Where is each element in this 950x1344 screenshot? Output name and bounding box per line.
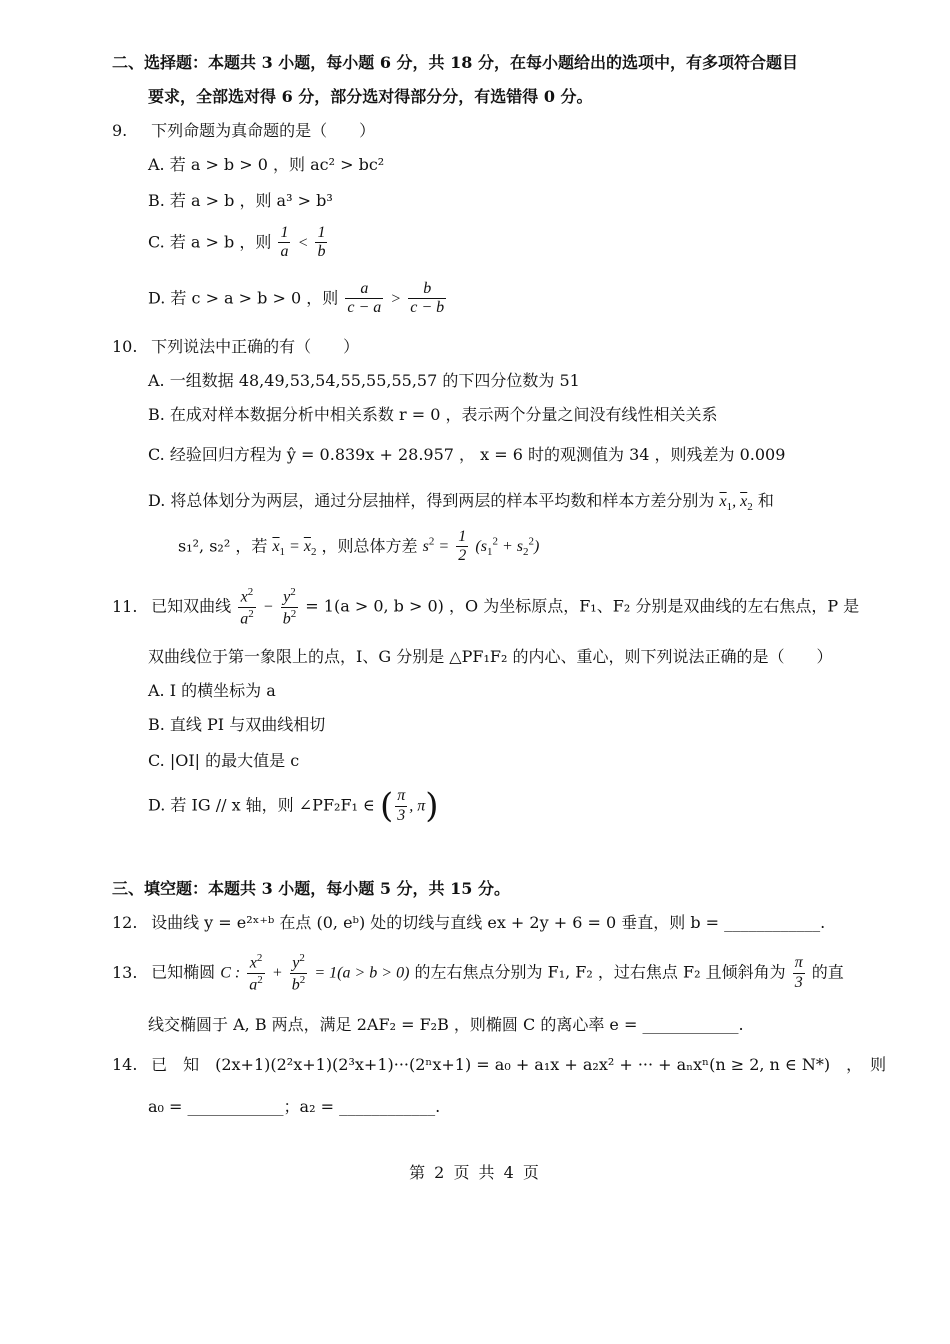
fraction-pi-over-3-angle: $\frac{\pi}{3}$ bbox=[794, 954, 803, 991]
q10-option-d-text2a: s₁², s₂² ，若 bbox=[178, 536, 268, 556]
q9-stem: 下列命题为真命题的是（ ） bbox=[151, 121, 376, 140]
fraction-b-over-c-minus-b: $\frac{b}{c - b}$ bbox=[410, 280, 445, 317]
q9-option-c-text: C. 若 a > b ，则 bbox=[148, 232, 272, 252]
q10-stem-row bbox=[112, 334, 359, 357]
section2-heading-line1: 二、选择题：本题共 3 小题，每小题 6 分，共 18 分，在每小题给出的选项中，有多项符合题目 bbox=[112, 53, 798, 72]
q14-number: 14. bbox=[112, 1055, 138, 1074]
q11-stem-line2: 双曲线位于第一象限上的点，I、G 分别是 △PF₁F₂ 的内心、重心，则下列说法正确的是（ ） bbox=[148, 647, 833, 666]
fraction-y2-over-b2: $\frac{y^2}{b^2}$ bbox=[282, 586, 297, 628]
fraction-one-half: $\frac{1}{2}$ bbox=[458, 528, 467, 565]
q10-stem: 下列说法中正确的有（ ） bbox=[151, 337, 360, 356]
fraction-y2-over-b2-ellipse: $\frac{y^2}{b^2}$ bbox=[291, 952, 306, 994]
q10-option-d-line1: D. 将总体划分为两层，通过分层抽样，得到两层的样本平均数和样本方差分别为 $\overline{x}_1$, $\overline{x}_2$ 和 bbox=[148, 491, 774, 514]
q13-text-c: 的直 bbox=[811, 962, 844, 982]
q10-number: 10. bbox=[112, 337, 138, 356]
q11-option-a: A. I 的横坐标为 a bbox=[148, 681, 276, 700]
section3-heading: 三、填空题：本题共 3 小题，每小题 5 分，共 15 分。 bbox=[112, 879, 510, 898]
q11-option-d-text: D. 若 IG // x 轴，则 ∠PF₂F₁ ∈ bbox=[148, 795, 375, 815]
q9-stem-row bbox=[112, 118, 375, 141]
q9-option-a: A. 若 a > b > 0 ，则 ac² > bc² bbox=[148, 155, 385, 174]
q10-option-b: B. 在成对样本数据分析中相关系数 r = 0 ，表示两个分量之间没有线性相关关系 bbox=[148, 405, 718, 424]
q14-row1 bbox=[112, 1052, 886, 1075]
q13-row2: 线交椭圆于 A, B 两点，满足 2AF₂ = F₂B ，则椭圆 C 的离心率 e = ____________. bbox=[148, 1015, 744, 1034]
page-footer: 第 2 页 共 4 页 bbox=[409, 1163, 541, 1182]
q9-option-d: D. 若 c > a > b > 0 ，则 $\frac{a}{c - a}$ > $\frac{b}{c - b}$ bbox=[148, 280, 445, 317]
q10-option-d-line2: s₁², s₂² ，若 $\overline{x}_1 = \overline{x}_2$ ，则总体方差 $s^2$ = $\frac{1}{2}$ $(s_1^2 + s_2^2)$ bbox=[178, 528, 540, 565]
q11-option-c: C. |OI| 的最大值是 c bbox=[148, 751, 300, 770]
q10-option-d-text1: D. 将总体划分为两层，通过分层抽样，得到两层的样本平均数和样本方差分别为 bbox=[148, 491, 715, 510]
fraction-1-over-a: $\frac{1}{a}$ bbox=[280, 224, 289, 261]
q9-number: 9. bbox=[112, 121, 128, 140]
q11-stem-b: = 1(a > 0, b > 0) ，O 为坐标原点，F₁、F₂ 分别是双曲线的左右焦点，P 是 bbox=[305, 596, 860, 616]
q11-stem-row: 11. 已知双曲线 $\frac{x^2}{a^2}$ − $\frac{y^2}{b^2}$ = 1(a > 0, b > 0) ，O 为坐标原点，F₁、F₂ 分别是双曲线的左右焦点，P 是 bbox=[112, 586, 860, 628]
q9-option-d-text: D. 若 c > a > b > 0 ，则 bbox=[148, 288, 339, 308]
fraction-x2-over-a2-ellipse: $\frac{x^2}{a^2}$ bbox=[249, 952, 263, 994]
fraction-x2-over-a2: $\frac{x^2}{a^2}$ bbox=[240, 586, 254, 628]
section2-heading-line2: 要求，全部选对得 6 分，部分选对得部分分，有选错得 0 分。 bbox=[148, 87, 593, 106]
q12-text: 设曲线 y = e²ˣ⁺ᵇ 在点 (0, eᵇ) 处的切线与直线 ex + 2y + 6 = 0 垂直，则 b = ____________. bbox=[151, 913, 826, 932]
q13-text-b: 的左右焦点分别为 F₁, F₂ ，过右焦点 F₂ 且倾斜角为 bbox=[414, 962, 786, 982]
q10-option-c: C. 经验回归方程为 ŷ = 0.839x + 28.957 ， x = 6 时的观测值为 34 ，则残差为 0.009 bbox=[148, 445, 786, 464]
q9-option-b: B. 若 a > b ，则 a³ > b³ bbox=[148, 191, 333, 210]
fraction-1-over-b: $\frac{1}{b}$ bbox=[317, 224, 326, 261]
q14-row2: a₀ = ____________；a₂ = ____________. bbox=[148, 1097, 441, 1116]
q10-option-a: A. 一组数据 48,49,53,54,55,55,55,57 的下四分位数为 51 bbox=[148, 371, 580, 390]
q13-row1: 13. 已知椭圆 C : $\frac{x^2}{a^2}$ + $\frac{y^2}{b^2}$ = 1(a > b > 0) 的左右焦点分别为 F₁, F₂ ，过右焦点 F₂ 且倾斜角为 $\frac{\pi}{3}$ 的直 bbox=[112, 952, 844, 994]
q9-option-c: C. 若 a > b ，则 $\frac{1}{a}$ < $\frac{1}{b}$ bbox=[148, 224, 326, 261]
q14-line1: 已 知 (2x+1)(2²x+1)(2³x+1)···(2ⁿx+1) = a₀ + a₁x + a₂x² + ··· + aₙxⁿ(n ≥ 2, n ∈ N*) ， 则 bbox=[151, 1055, 887, 1074]
q13-number: 13. bbox=[112, 962, 138, 982]
fraction-pi-over-3: $\frac{\pi}{3}$ bbox=[397, 787, 406, 824]
q11-option-d: D. 若 IG // x 轴，则 ∠PF₂F₁ ∈ ( $\frac{\pi}{3}$ , π) bbox=[148, 786, 439, 826]
q12-number: 12. bbox=[112, 913, 138, 932]
q11-option-b: B. 直线 PI 与双曲线相切 bbox=[148, 715, 326, 734]
q10-option-d-and: 和 bbox=[757, 491, 774, 510]
q10-option-d-text2b: ，则总体方差 bbox=[321, 536, 418, 556]
q11-stem-a: 已知双曲线 bbox=[151, 596, 232, 616]
fraction-a-over-c-minus-a: $\frac{a}{c - a}$ bbox=[347, 280, 382, 317]
q13-text-a: 已知椭圆 bbox=[151, 962, 216, 982]
q11-number: 11. bbox=[112, 596, 138, 616]
q12-row bbox=[112, 910, 825, 933]
